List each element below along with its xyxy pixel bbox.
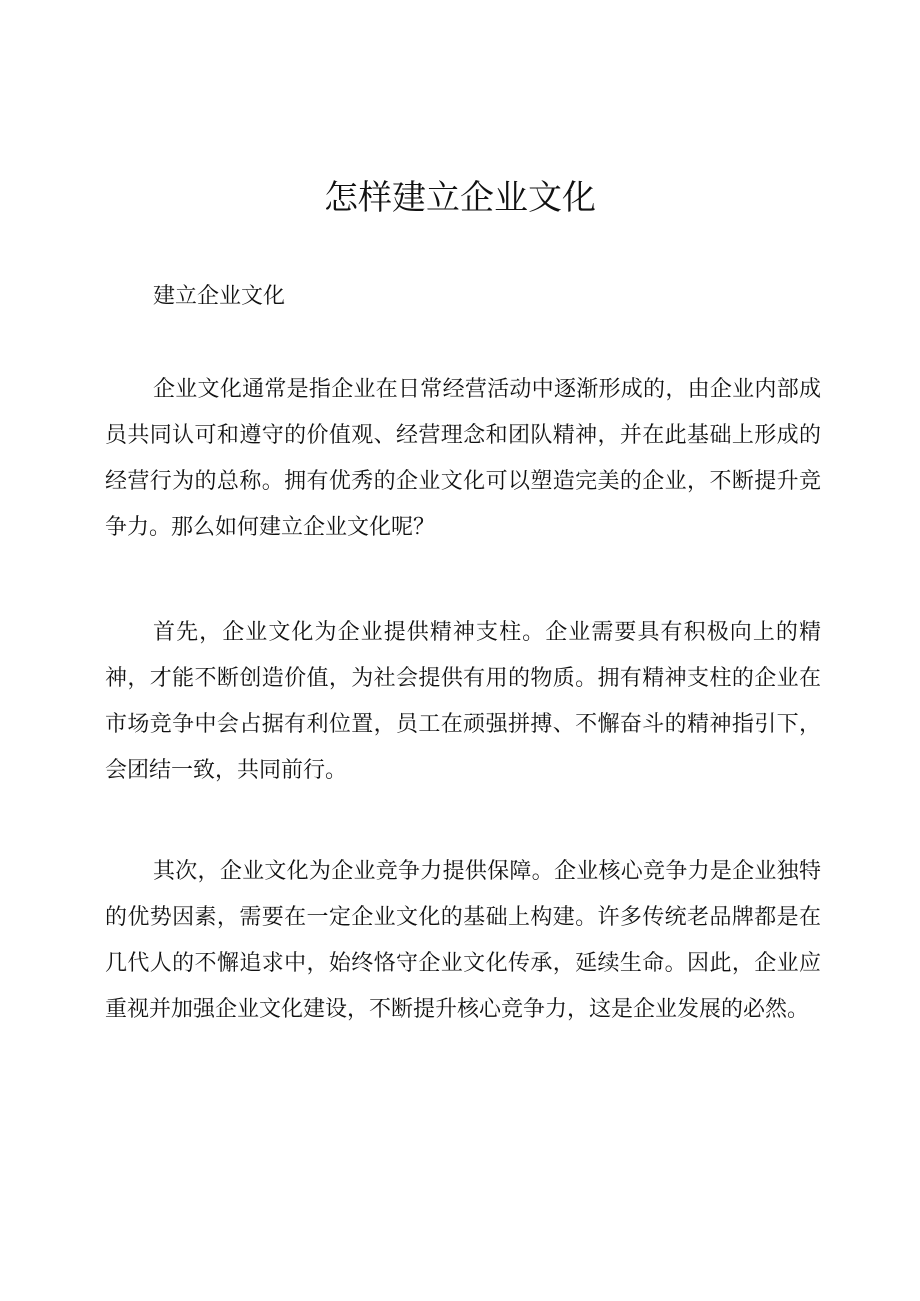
- paragraph-second-point: 其次，企业文化为企业竞争力提供保障。企业核心竞争力是企业独特的优势因素，需要在一定企业文化的基础上构建。许多传统老品牌都是在几代人的不懈追求中，始终恪守企业文化传承，延续生命。因此，企业应重视并加强企业文化建设，不断提升核心竞争力，这是企业发展的必然。: [105, 859, 821, 1022]
- document-title: 怎样建立企业文化: [324, 178, 596, 218]
- paragraph-first-point: 首先，企业文化为企业提供精神支柱。企业需要具有积极向上的精神，才能不断创造价值，为社会提供有用的物质。拥有精神支柱的企业在市场竞争中会占据有利位置，员工在顽强拼搏、不懈奋斗的精神指引下，会团结一致，共同前行。: [105, 620, 821, 783]
- section-heading: 建立企业文化: [153, 284, 286, 309]
- paragraph-intro: 企业文化通常是指企业在日常经营活动中逐渐形成的，由企业内部成员共同认可和遵守的价值观、经营理念和团队精神，并在此基础上形成的经营行为的总称。拥有优秀的企业文化可以塑造完美的企业，不断提升竞争力。那么如何建立企业文化呢？: [105, 377, 821, 540]
